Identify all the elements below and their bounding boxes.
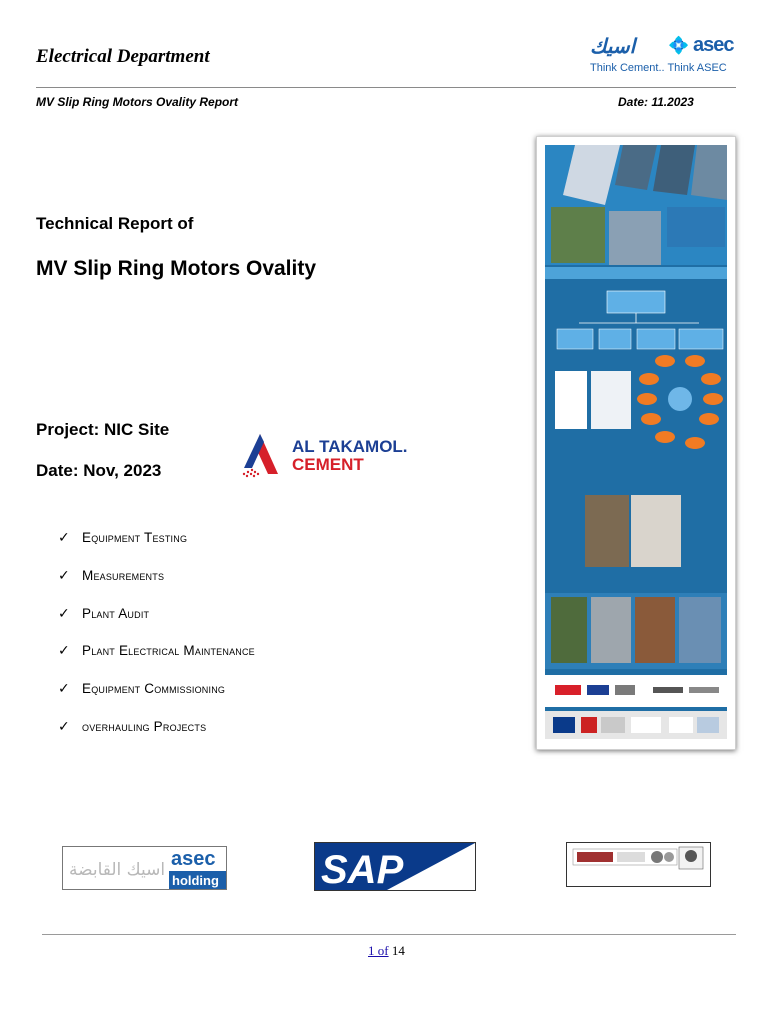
maintenance-brochure-image [536,136,736,750]
asec-holding-logo [62,846,227,890]
list-item [58,643,255,681]
asec-holding-graphic [63,847,226,889]
footer-divider [42,934,736,935]
al-takamol-cement-logo [238,430,418,478]
asec-swirl-icon: 💠 [668,36,690,55]
brochure-illustration [545,145,727,739]
checkmark-icon: ✓ [58,567,70,584]
sap-wordmark: SAP [321,848,404,890]
asec-holding-en-2: holding [172,873,219,888]
project-site: Project: NIC Site [36,420,170,439]
checkmark-icon: ✓ [58,643,70,660]
list-item [58,530,255,568]
certification-graphic [567,843,710,886]
checkmark-icon: ✓ [58,718,70,735]
header-divider [36,87,736,88]
list-item [58,606,255,644]
service-label: overhauling Projects [82,718,207,734]
page-current-link[interactable]: 1 of [368,943,389,958]
sap-graphic [315,843,475,890]
list-item [58,719,255,757]
checkmark-icon: ✓ [58,530,70,546]
checkmark-icon: ✓ [58,681,70,698]
sap-logo [314,842,476,891]
asec-holding-en-1: asec [171,848,216,870]
list-item [58,681,255,719]
page-total: 14 [391,943,405,958]
service-label: Plant Audit [82,605,150,621]
report-subtitle: MV Slip Ring Motors Ovality Report [36,95,239,109]
takamol-line-2: CEMENT [292,455,364,474]
asec-logo-arabic: اسيك [590,36,636,58]
list-item [58,568,255,606]
service-label: Measurements [82,567,165,583]
page-number [368,943,405,959]
service-label: Equipment Commissioning [82,681,226,697]
department-title: Electrical Department [36,46,210,67]
title-line-1: Technical Report of [36,214,194,233]
project-date: Date: Nov, 2023 [36,461,162,480]
service-label: Equipment Testing [82,530,188,545]
asec-logo [590,34,732,78]
al-takamol-mark-icon [238,430,418,478]
certification-logos [566,842,711,887]
asec-tagline: Think Cement.. Think ASEC [590,62,727,74]
takamol-line-1: AL TAKAMOL. [292,437,408,456]
asec-holding-arabic: اسيك القابضة [69,860,166,880]
services-checklist [58,530,255,757]
report-date: Date: 11.2023 [618,95,694,109]
asec-logo-name: asec [693,34,734,56]
checkmark-icon: ✓ [58,605,70,622]
title-line-2: MV Slip Ring Motors Ovality [36,257,317,280]
service-label: Plant Electrical Maintenance [82,643,255,659]
